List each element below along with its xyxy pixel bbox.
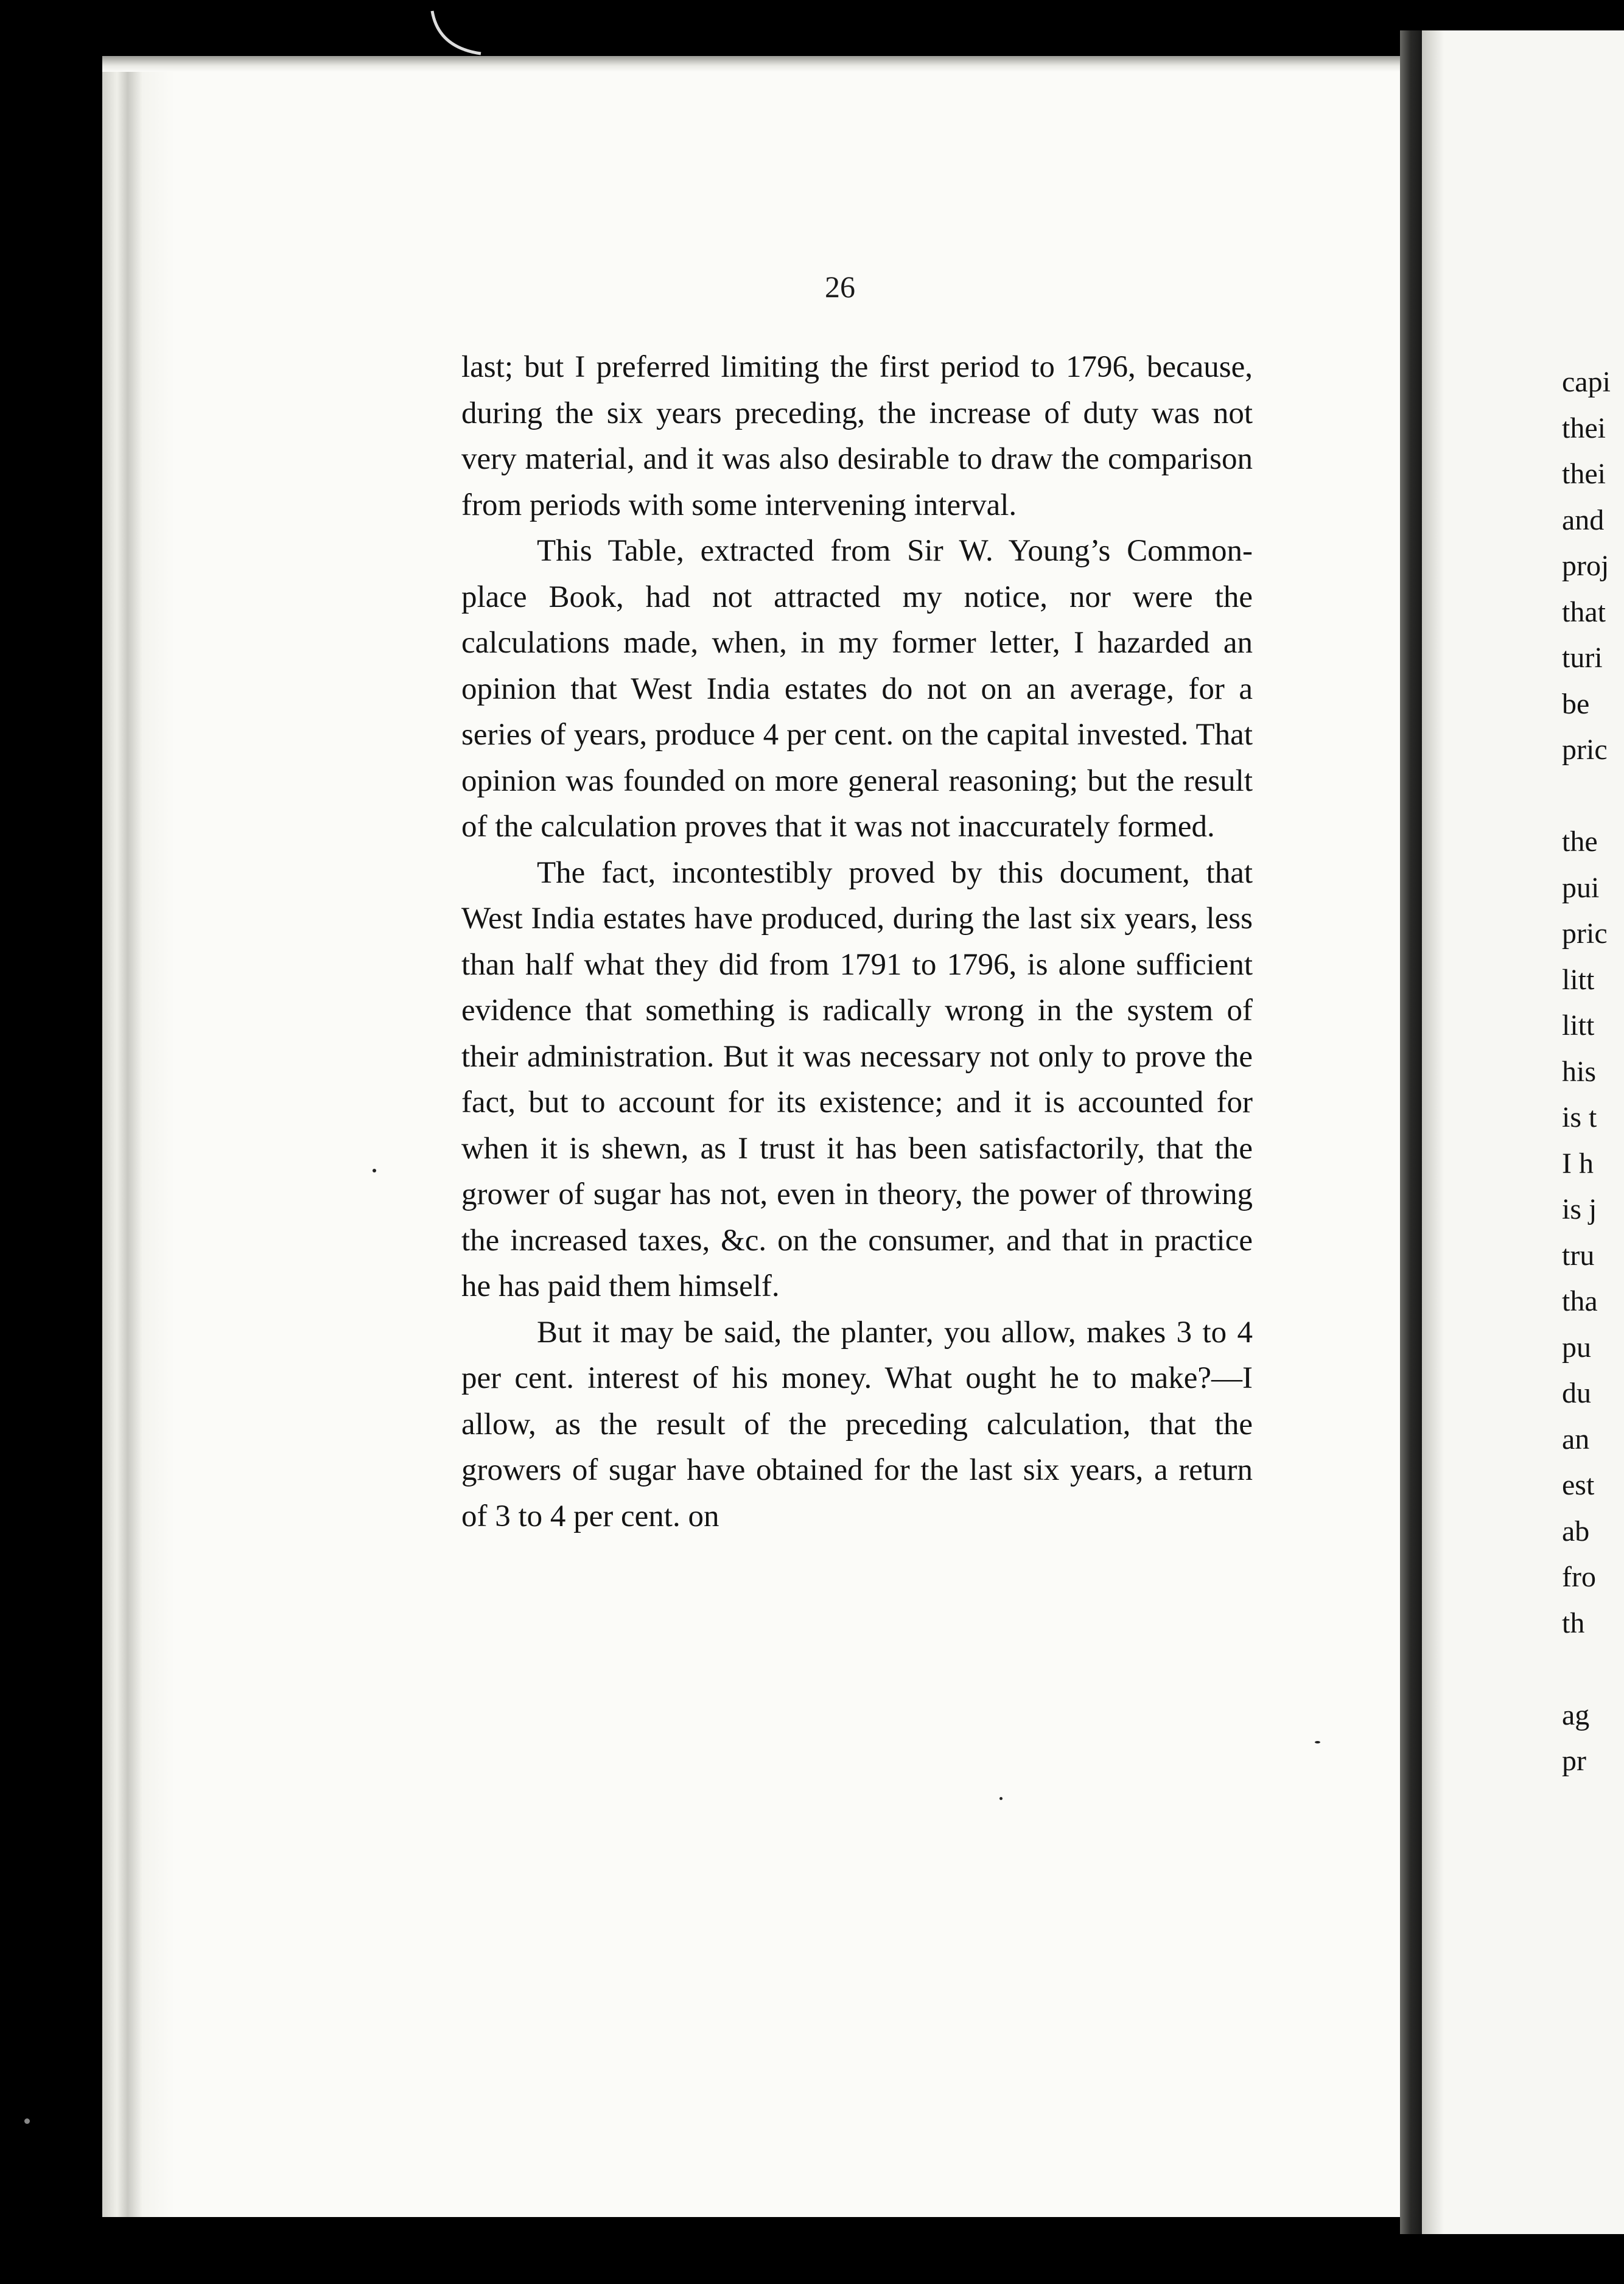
facing-line: is t	[1562, 1101, 1597, 1133]
facing-line: an	[1562, 1423, 1590, 1456]
facing-line: the	[1562, 825, 1598, 858]
scan-speck	[1315, 1741, 1320, 1743]
facing-line: is j	[1562, 1193, 1597, 1225]
facing-line: tha	[1562, 1285, 1598, 1317]
facing-line: fro	[1562, 1561, 1596, 1593]
facing-line: I h	[1562, 1147, 1594, 1180]
facing-line: and	[1562, 503, 1605, 536]
body-text	[461, 345, 1253, 1540]
facing-line: litt	[1562, 1009, 1595, 1042]
facing-line: pric	[1562, 917, 1608, 950]
facing-line: est	[1562, 1469, 1595, 1501]
page-edge-shading	[102, 56, 175, 2217]
facing-line: pric	[1562, 734, 1608, 766]
facing-line: tru	[1562, 1239, 1595, 1272]
facing-line: pui	[1562, 871, 1600, 904]
facing-line: that	[1562, 595, 1606, 628]
scan-speck	[373, 1169, 376, 1172]
facing-line: turi	[1562, 642, 1603, 674]
paragraph-3: The fact, incontestibly proved by this document, that West India estates have produced, during the last six years, less than half what they did from 1791 to 1796, is alone sufficient evidence that something is radically wrong in the system of their administration. But it was necessary not only to prove the fact, but to account for its existence; and it is accounted for when it is shewn, as I trust it has been satisfactorily, that the grower of sugar has not, even in theory, the power of throwing the increased taxes, &c. on the consumer, and that in practice he has paid them himself.	[461, 855, 1253, 1303]
facing-line: thei	[1562, 458, 1606, 490]
facing-line-blank	[1562, 1646, 1624, 1692]
page-number: 26	[825, 270, 855, 304]
facing-line-blank	[1562, 773, 1624, 819]
facing-line: capi	[1562, 366, 1611, 398]
facing-line: his	[1562, 1055, 1597, 1088]
facing-line: proj	[1562, 550, 1609, 582]
facing-line: th	[1562, 1606, 1585, 1639]
scan-speck	[24, 2118, 30, 2124]
paragraph-4: But it may be said, the planter, you allow, makes 3 to 4 per cent. interest of his money. What ought he to make?—I allow, as the result of the preceding calculation, that the growers of sugar have obtained for the last six years, a return of 3 to 4 per cent. on	[461, 1315, 1253, 1533]
scan-artifact-mark	[426, 5, 493, 60]
facing-line: ag	[1562, 1698, 1590, 1731]
facing-line: be	[1562, 687, 1590, 720]
scan-speck	[999, 1797, 1003, 1800]
facing-line: pr	[1562, 1745, 1586, 1777]
facing-page-text	[1562, 359, 1624, 1784]
page-top-shadow	[102, 56, 1404, 72]
facing-line: du	[1562, 1377, 1591, 1409]
paragraph-1: last; but I preferred limiting the first period to 1796, because, during the six years preceding, the increase of duty was not very material, and it was also desirable to draw the comparison from periods with some intervening interval.	[461, 350, 1253, 522]
facing-line: pu	[1562, 1331, 1591, 1364]
facing-line: litt	[1562, 963, 1595, 996]
paragraph-2: This Table, extracted from Sir W. Young’s Common-place Book, had not attracted my notice, nor were the calculations made, when, in my former letter, I hazarded an opinion that West India estates do not on an average, for a series of years, produce 4 per cent. on the capital invested. That opinion was founded on more general reasoning; but the result of the calculation proves that it was not inaccurately formed.	[461, 534, 1253, 844]
facing-line: thei	[1562, 412, 1606, 444]
facing-line: ab	[1562, 1515, 1590, 1547]
